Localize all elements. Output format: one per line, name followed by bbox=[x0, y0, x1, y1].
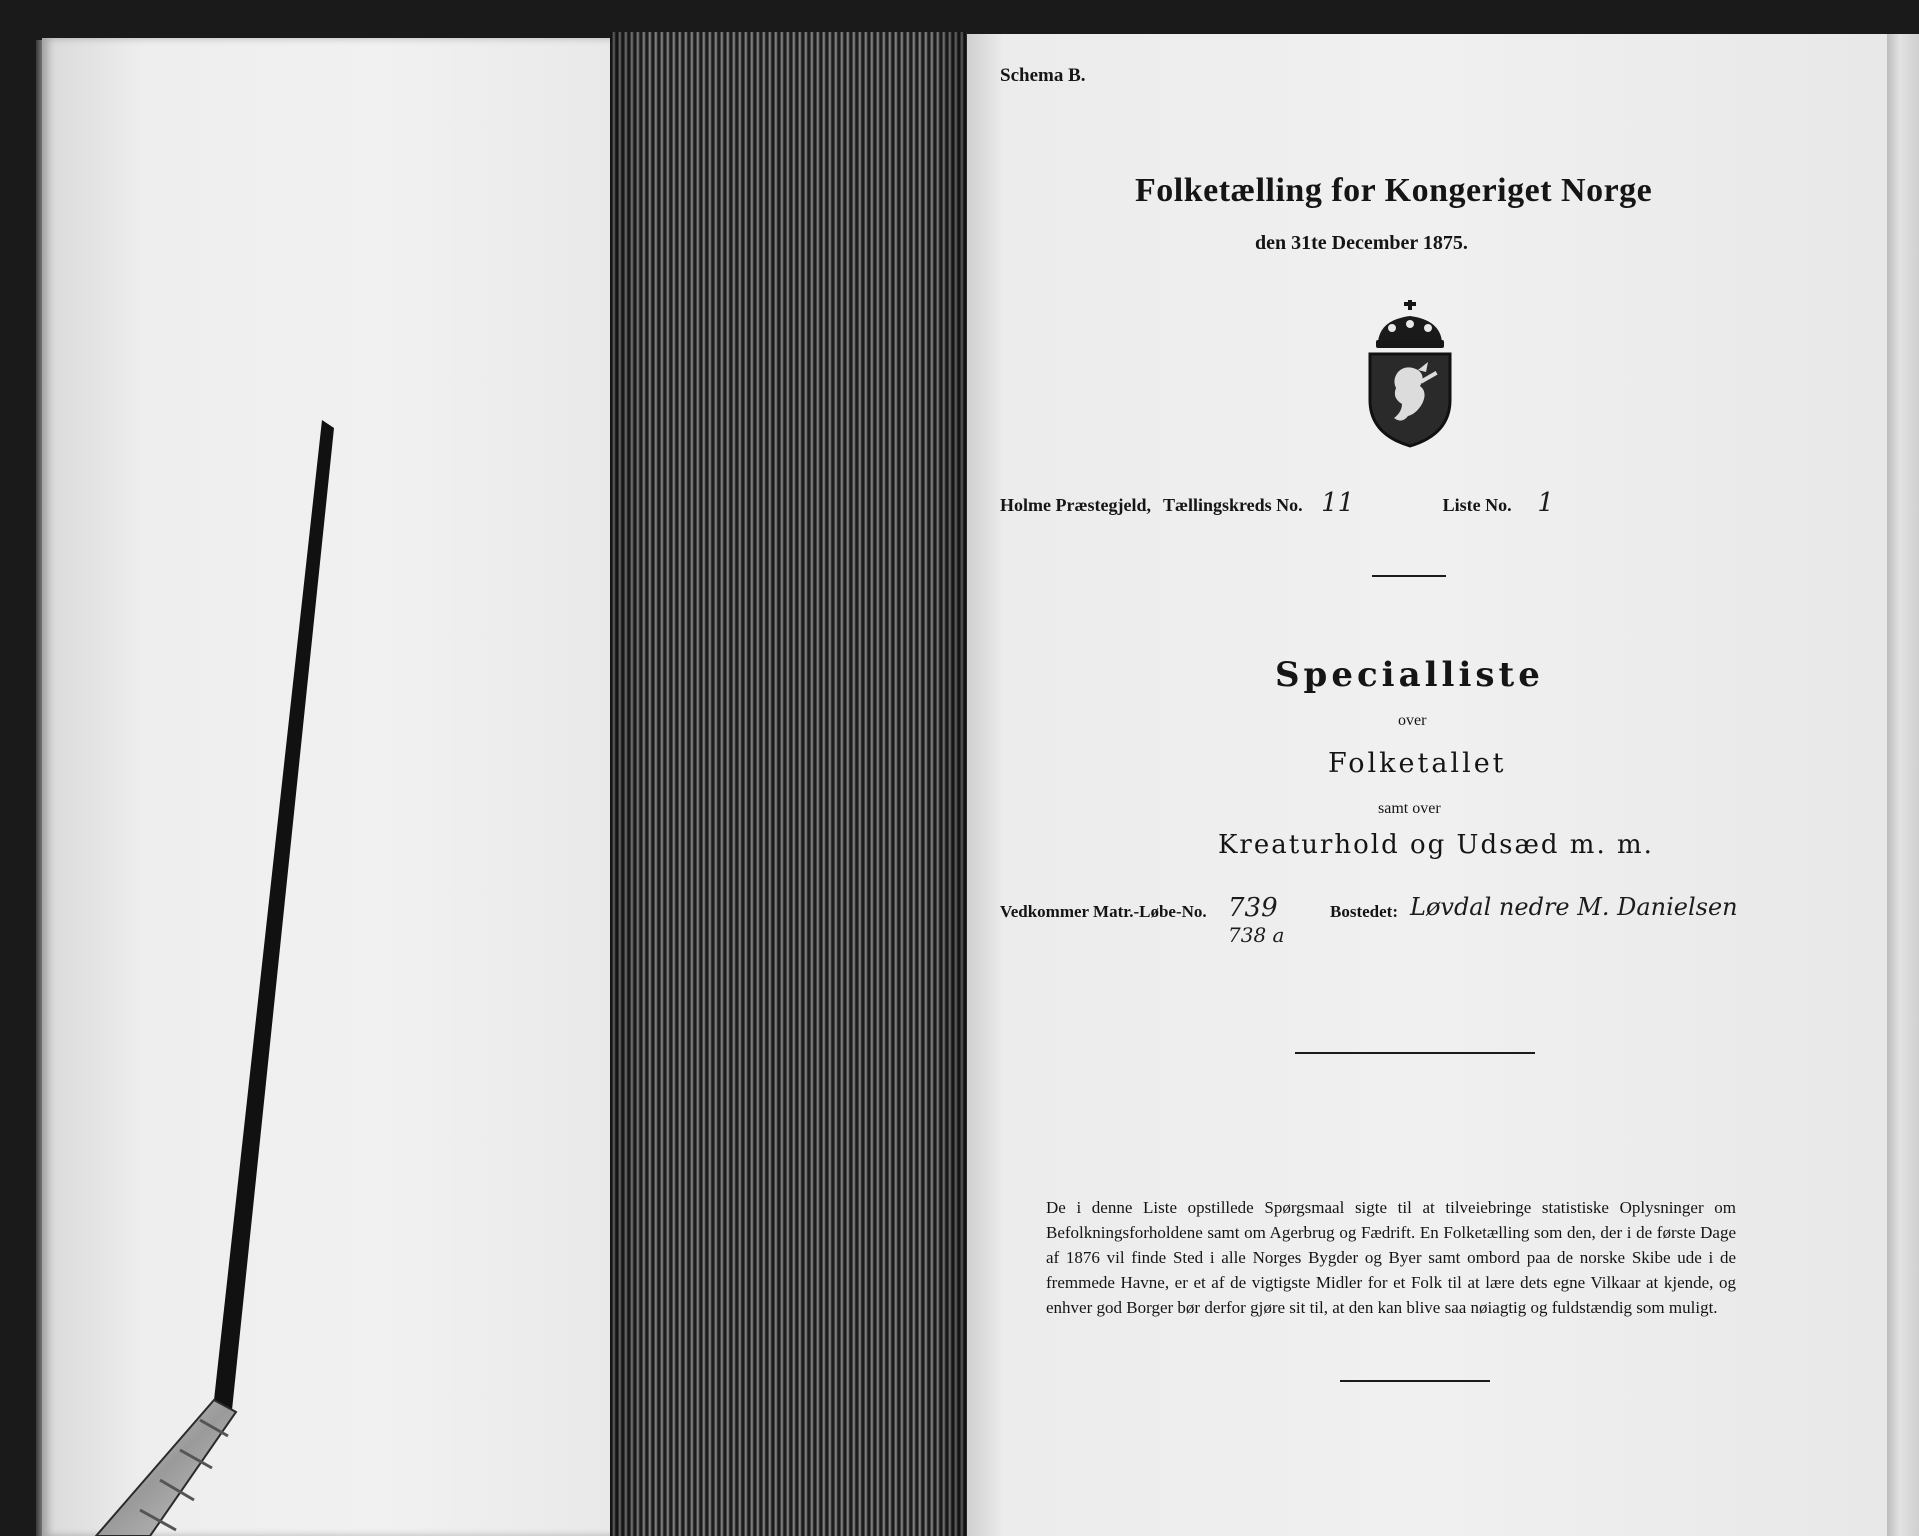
book-binding-strip bbox=[610, 32, 967, 1536]
kreaturhold-heading: Kreaturhold og Udsæd m. m. bbox=[1218, 830, 1654, 860]
schema-label: Schema B. bbox=[1000, 65, 1086, 86]
circuit-label: Tællingskreds No. bbox=[1162, 495, 1303, 515]
divider-rule-wavy bbox=[1295, 1052, 1535, 1054]
list-number: 1 bbox=[1537, 488, 1554, 518]
parish-line bbox=[1000, 488, 1566, 518]
right-page-edge bbox=[1887, 34, 1919, 1536]
folketallet-heading: Folketallet bbox=[1328, 748, 1507, 779]
census-date: den 31te December 1875. bbox=[1255, 232, 1468, 254]
list-label: Liste No. bbox=[1442, 495, 1512, 515]
divider-rule-bottom bbox=[1340, 1380, 1490, 1382]
matr-number-secondary: 738 a bbox=[1228, 923, 1285, 947]
matr-number: 739 bbox=[1228, 893, 1278, 923]
circuit-number: 11 bbox=[1321, 488, 1355, 518]
info-paragraph: De i denne Liste opstillede Spørgsmaal sigte til at tilveiebringe statistiske Oplysninger om Befolkningsforholdene samt om Agerbrug og Fædrift. En Folketælling som den, der i de første Dage af 1876 vil finde Sted i alle Norges Bygder og Byer samt ombord paa de norske Skibe ude i de fremmede Havne, er et af de vigtigste Midler for et Folk til at lære dets egne Vilkaar at kjende, og enhver god Borger bør derfor gjøre sit til, at den kan blive saa nøiagtig og fuldstændig som muligt. bbox=[1046, 1198, 1736, 1317]
census-title: Folketælling for Kongeriget Norge bbox=[1135, 172, 1653, 209]
specialliste-title: Specialliste bbox=[1275, 655, 1544, 695]
matr-label: Vedkommer Matr.-Løbe-No. bbox=[1000, 902, 1207, 921]
left-blank-page bbox=[42, 38, 612, 1536]
parish-label: Holme Præstegjeld, bbox=[1000, 495, 1151, 515]
divider-rule bbox=[1372, 575, 1446, 577]
over-text: over bbox=[1398, 712, 1427, 729]
coat-of-arms-icon bbox=[1362, 300, 1458, 448]
bostedet-value: Løvdal nedre M. Danielsen bbox=[1410, 893, 1738, 921]
samt-over-text: samt over bbox=[1378, 800, 1441, 817]
bostedet-label: Bostedet: bbox=[1330, 902, 1398, 921]
